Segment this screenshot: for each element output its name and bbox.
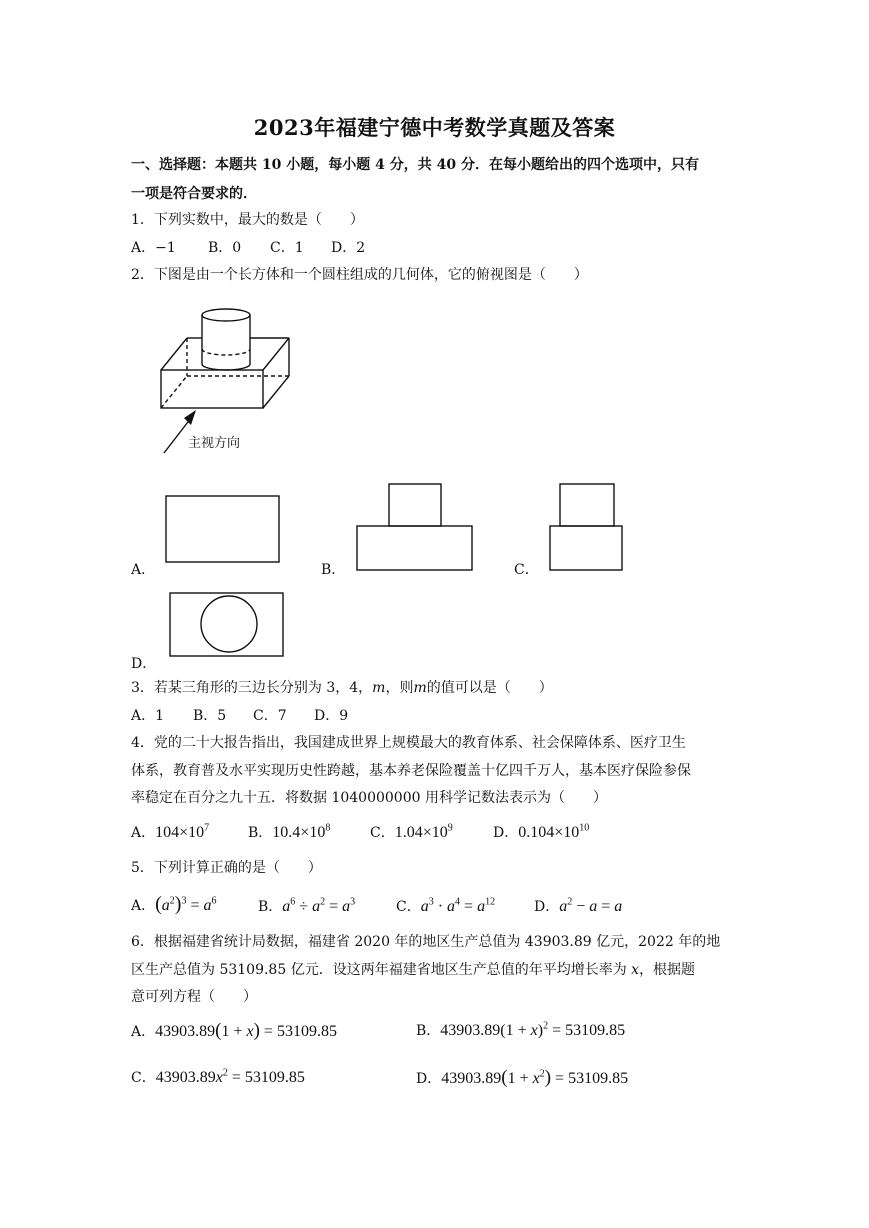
q5-option-c [396, 896, 495, 917]
q3-option-c: C．7 [253, 708, 287, 724]
q6-line2-part-b: ，根据题 [639, 962, 696, 978]
q6-option-d-num-b: 53109.85 [568, 1070, 629, 1087]
q2-option-c-top [560, 484, 614, 526]
q5-option-a [131, 893, 217, 916]
q3-stem-part-a: 3．若某三角形的三边长分别为 3，4， [131, 680, 373, 696]
q6-line2-part-a: 区生产总值为 53109.85 亿元．设这两年福建省地区生产总值的年平均增长率为 [131, 962, 632, 978]
q5-option-c-label: C． [396, 899, 421, 915]
q4-option-b-exp: 8 [325, 822, 331, 834]
q4-option-d-base: 0.104×10 [518, 824, 580, 841]
q2-option-c-bottom [550, 526, 622, 570]
q3-option-b: B．5 [193, 708, 227, 724]
q4-option-c-base: 1.04×10 [394, 824, 448, 841]
q2-option-b-top [389, 484, 441, 526]
q2-option-a-label: A． [131, 562, 156, 578]
page-title: 2023年福建宁德中考数学真题及答案 [253, 115, 616, 140]
q3-option-d: D．9 [314, 708, 349, 724]
q6-option-c [131, 1067, 305, 1088]
q6-option-b [416, 1020, 625, 1041]
q4-line1: 4．党的二十大报告指出，我国建成世界上规模最大的教育体系、社会保障体系、医疗卫生 [131, 735, 686, 751]
q4-option-c-exp: 9 [447, 822, 453, 834]
q6-option-a-num-a: 43903.89 [155, 1023, 216, 1040]
q3-option-a: A．1 [131, 708, 165, 724]
q4-option-a [131, 822, 209, 843]
q6-option-d-label: D． [416, 1071, 442, 1087]
q2-option-d-rect [170, 593, 283, 656]
q3-var-m-2: m [413, 680, 427, 696]
q6-option-a [131, 1020, 337, 1042]
q4-option-b-label: B． [248, 825, 273, 841]
q5-option-c-expr: $a^3 \cdot a^4 = a^{12}$ [420, 896, 496, 915]
q2-option-a-shape [166, 496, 279, 562]
q6-option-b-label: B． [416, 1023, 441, 1039]
q1-option-a: A．−1 [131, 240, 176, 256]
q6-line2 [131, 960, 695, 980]
q3-stem-part-b: ，则 [385, 680, 414, 696]
q5-option-d-label: D． [534, 899, 560, 915]
q6-option-a-expr: 43903.89(1 + x) = 53109.85 [155, 1020, 337, 1041]
q2-stem: 2．下图是由一个长方体和一个圆柱组成的几何体，它的俯视图是（ ） [131, 267, 588, 283]
q5-option-a-expr: $(a^2)^3 = a^6$ [155, 893, 217, 915]
q2-caption: 主视方向 [188, 436, 241, 451]
q4-option-b [248, 822, 330, 843]
q2-option-b-bottom [357, 526, 472, 570]
q6-option-b-expr: $43903.89(1 + x)^2 = 53109.85$ [440, 1020, 626, 1039]
section-heading-line2: 一项是符合要求的． [131, 186, 257, 202]
q1-stem: 1．下列实数中，最大的数是（ ） [131, 212, 364, 228]
q1-option-d: D．2 [331, 240, 366, 256]
section-heading-line1: 一、选择题：本题共 10 小题，每小题 4 分，共 40 分．在每小题给出的四个选项中，只有 [131, 157, 699, 173]
q6-line3: 意可列方程（ ） [131, 989, 257, 1005]
q6-option-a-num-b: 53109.85 [276, 1023, 337, 1040]
q4-option-a-label: A． [131, 825, 156, 841]
q2-option-d-circle [201, 596, 257, 652]
q3-stem [131, 678, 553, 698]
q4-option-c [370, 822, 453, 843]
q6-line1: 6．根据福建省统计局数据，福建省 2020 年的地区生产总值为 43903.89 亿元，2022 年的地 [131, 934, 721, 950]
q4-option-d-label: D． [493, 825, 519, 841]
q3-var-m-1: m [372, 680, 386, 696]
q2-option-d-label: D． [131, 656, 157, 672]
q2-option-c-label: C． [514, 562, 539, 578]
q6-option-c-num-a: 43903.89 [155, 1069, 216, 1086]
q5-option-b-expr: $a^6 \div a^2 = a^3$ [282, 896, 356, 915]
q6-var-x: x [631, 962, 640, 978]
q6-option-b-num-b: 53109.85 [565, 1022, 626, 1039]
q6-option-b-num-a: 43903.89 [440, 1022, 501, 1039]
q3-stem-part-c: 的值可以是（ ） [426, 680, 553, 696]
q4-option-d [493, 822, 589, 843]
q6-option-d-num-a: 43903.89 [441, 1070, 502, 1087]
q4-option-d-exp: 10 [579, 822, 590, 834]
q6-option-c-num-b: 53109.85 [244, 1069, 305, 1086]
q5-option-d [534, 896, 622, 917]
q2-option-b-label: B． [321, 562, 346, 578]
q6-option-d-expr: $43903.89(1 + x^2) = 53109.85$ [441, 1067, 629, 1088]
q4-option-a-exp: 7 [204, 822, 210, 834]
q5-option-b-label: B． [258, 899, 283, 915]
q1-option-c: C．1 [270, 240, 304, 256]
q6-option-c-label: C． [131, 1070, 156, 1086]
q4-line2: 体系，教育普及水平实现历史性跨越，基本养老保险覆盖十亿四千万人，基本医疗保险参保 [131, 763, 691, 779]
q5-option-b [258, 896, 355, 917]
q6-option-c-expr: $43903.89x^2 = 53109.85$ [155, 1067, 305, 1086]
q5-option-a-label: A． [131, 898, 156, 914]
q4-line3: 率稳定在百分之九十五．将数据 1040000000 用科学记数法表示为（ ） [131, 790, 607, 806]
q6-option-a-label: A． [131, 1024, 156, 1040]
q4-option-a-base: 104×10 [155, 824, 205, 841]
q4-option-b-base: 10.4×10 [272, 824, 326, 841]
q6-option-d [416, 1067, 628, 1089]
q5-stem: 5．下列计算正确的是（ ） [131, 860, 322, 876]
q5-option-d-expr: $a^2 - a = a$ [559, 896, 623, 915]
q4-option-c-label: C． [370, 825, 395, 841]
q1-option-b: B．0 [208, 240, 242, 256]
